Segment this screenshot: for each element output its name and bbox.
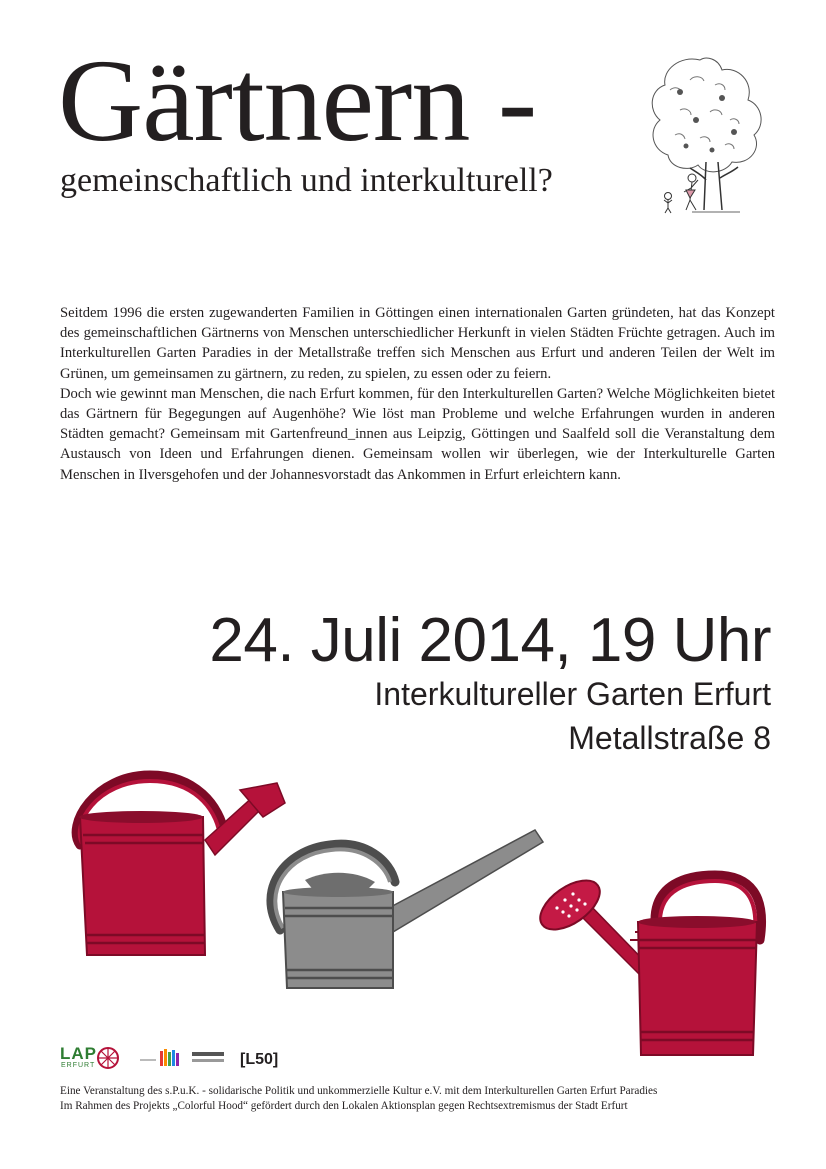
intro-paragraph-1: Seitdem 1996 die ersten zugewanderten Familien in Göttingen einen internationalen Garten gründeten, hat das Konzept des gemeinschaftlichen Gärtnerns von Menschen unterschiedlicher Herkunft in vielen Städten Früchte getragen. Auch im Interkulturellen Garten Paradies in der Metallstraße treffen sich Menschen aus Erfurt und anderen Teilen der Welt im Grünen, um gemeinsamen zu gärtnern, zu reden, zu spielen, zu essen oder zu feiern. bbox=[60, 305, 775, 382]
intro-text bbox=[60, 303, 775, 485]
lap-logo: LAP bbox=[60, 1044, 97, 1063]
footer-line-1: Eine Veranstaltung des s.P.u.K. - solidarische Politik und unkommerzielle Kultur e.V. mit dem Interkulturellen Garten Erfurt Paradies bbox=[60, 1085, 658, 1097]
poster-subtitle: gemeinschaftlich und interkulturell? bbox=[60, 162, 553, 199]
event-venue: Interkultureller Garten Erfurt bbox=[374, 676, 771, 712]
intro-paragraph-2: Doch wie gewinnt man Menschen, die nach Erfurt kommen, für den Interkulturellen Garten? Welche Möglichkeiten bietet das Gärtnern für Begegungen auf Augenhöhe? Wie löst man Probleme und welche Erfahrungen wurden in anderen Städten gemacht? Gemeinsam mit Gartenfreund_innen aus Leipzig, Göttingen und Saalfeld soll die Veranstaltung dem Austausch von Ideen und Erfahrungen dienen. Gemeinsam wollen wir überlegen, wie der Interkulturelle Garten Menschen in Ilversgehofen und der Johannesvorstadt das Ankommen in Erfurt erleichtern kann. bbox=[60, 385, 775, 483]
lap-logo-sub: ERFURT bbox=[61, 1062, 96, 1069]
colorful-hood-logo-icon bbox=[138, 1048, 188, 1068]
erfurt-wheel-logo-icon bbox=[96, 1046, 120, 1070]
footer bbox=[60, 1084, 657, 1114]
footer-line-2: Im Rahmen des Projekts „Colorful Hood“ gefördert durch den Lokalen Aktionsplan gegen Rechtsextremismus der Stadt Erfurt bbox=[60, 1100, 628, 1112]
event-address: Metallstraße 8 bbox=[568, 720, 771, 756]
document-code: [L50] bbox=[240, 1051, 279, 1068]
watering-can-red-rose-icon bbox=[535, 870, 775, 1060]
program-logo-icon bbox=[192, 1050, 224, 1066]
event-datetime: 24. Juli 2014, 19 Uhr bbox=[209, 606, 771, 675]
tree-illustration-icon bbox=[640, 50, 770, 220]
watering-can-gray-icon bbox=[245, 820, 555, 995]
poster-title: Gärtnern - bbox=[58, 35, 537, 166]
